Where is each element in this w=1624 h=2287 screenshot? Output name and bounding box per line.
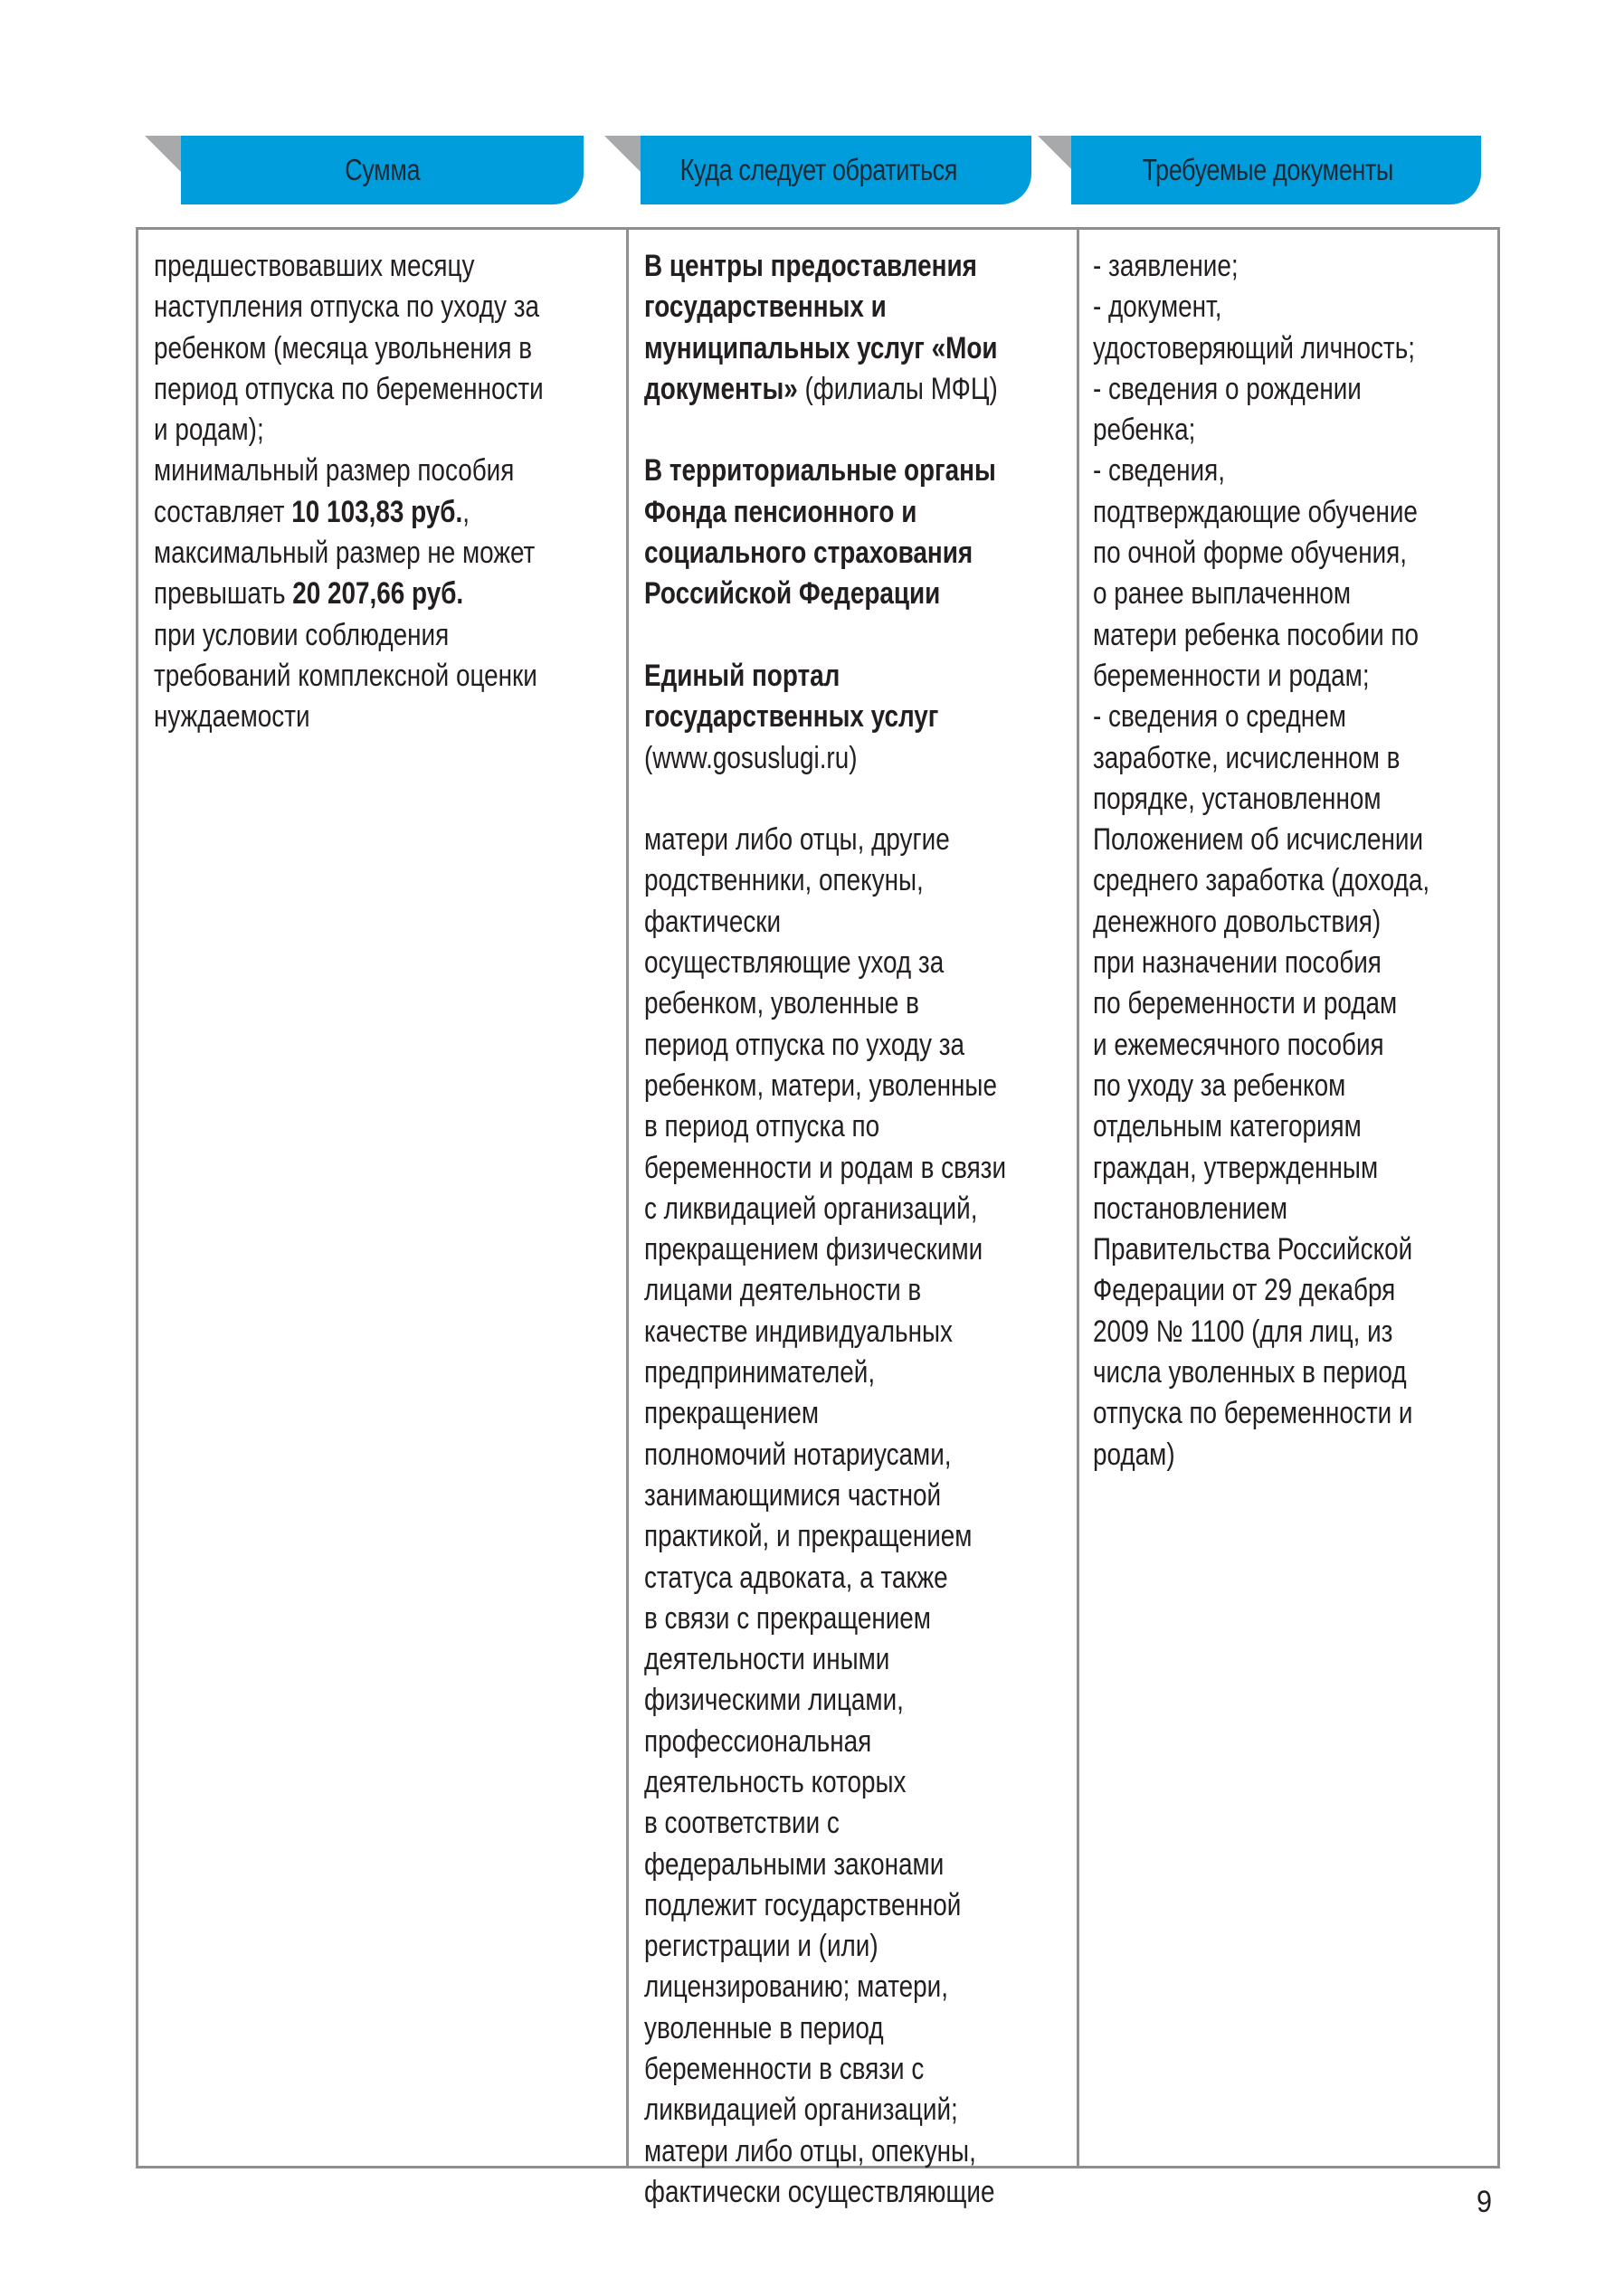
- sum-line: период отпуска по беременности: [154, 371, 544, 406]
- recipients-line: с ликвидацией организаций,: [644, 1191, 978, 1226]
- min-amount: 10 103,83 руб.: [291, 494, 463, 529]
- document-line: Правительства Российской: [1093, 1232, 1413, 1267]
- document-line: 2009 № 1100 (для лиц, из: [1093, 1314, 1393, 1349]
- header-label-where: Куда следует обратиться: [679, 153, 958, 186]
- recipients-line: матери либо отцы, другие: [644, 822, 950, 858]
- recipients-line: матери либо отцы, опекуны,: [644, 2133, 976, 2168]
- document-line: подтверждающие обучение: [1093, 494, 1418, 529]
- fund-line: В территориальные органы: [644, 453, 996, 489]
- document-line: родам): [1093, 1437, 1175, 1472]
- mfc-line: В центры предоставления: [644, 249, 977, 283]
- document-line: по беременности и родам: [1093, 986, 1398, 1021]
- recipients-line: физическими лицами,: [644, 1683, 904, 1718]
- document-line: - сведения о рождении: [1093, 371, 1362, 406]
- header-label-sum: Сумма: [344, 153, 420, 186]
- recipients-line: практикой, и прекращением: [644, 1519, 973, 1554]
- sum-cell: [154, 246, 544, 738]
- recipients-line: полномочий нотариусами,: [644, 1437, 952, 1472]
- recipients-line: ребенком, уволенные в: [644, 986, 919, 1021]
- document-line: денежного довольствия): [1093, 904, 1382, 939]
- header-label-documents: Требуемые документы: [1142, 153, 1393, 186]
- document-line: Федерации от 29 декабря: [1093, 1273, 1396, 1308]
- fund-line: Фонда пенсионного и: [644, 494, 917, 529]
- recipients-line: фактически: [644, 904, 782, 939]
- recipients-line: в соответствии с: [644, 1806, 840, 1841]
- benefits-table: [136, 227, 1500, 2209]
- max-amount: 20 207,66 руб.: [292, 576, 464, 612]
- min-suffix: ,: [462, 494, 470, 529]
- recipients-line: лицами деятельности в: [644, 1273, 922, 1308]
- document-line: постановлением: [1093, 1191, 1288, 1226]
- mfc-last-line: [644, 369, 1006, 410]
- document-line: удостоверяющий личность;: [1093, 330, 1415, 365]
- recipients-line: регистрации и (или): [644, 1929, 878, 1964]
- recipients-line: деятельности иными: [644, 1642, 890, 1677]
- document-line: среднего заработка (дохода,: [1093, 863, 1430, 898]
- document-line: и ежемесячного пособия: [1093, 1027, 1384, 1062]
- recipients-line: статуса адвоката, а также: [644, 1560, 948, 1595]
- where-cell: [644, 246, 1006, 2213]
- mfc-line: муниципальных услуг «Мои: [644, 330, 998, 365]
- document-line: заработке, исчисленном в: [1093, 740, 1401, 775]
- document-line: при назначении пособия: [1093, 945, 1382, 981]
- document-line: матери ребенка пособии по: [1093, 617, 1419, 652]
- document-line: отдельным категориям: [1093, 1109, 1362, 1144]
- recipients-line: лицензированию; матери,: [644, 1969, 948, 2005]
- tab-corner-triangle: [145, 136, 181, 172]
- documents-cell: [1093, 246, 1429, 1476]
- sum-line: минимальный размер пособия: [154, 453, 515, 489]
- recipients-line: беременности в связи с: [644, 2052, 925, 2087]
- recipients-line: прекращением: [644, 1396, 820, 1431]
- recipients-line: осуществляющие уход за: [644, 945, 945, 981]
- document-line: по очной форме обучения,: [1093, 536, 1408, 571]
- min-amount-line: [154, 492, 544, 533]
- sum-line: при условии соблюдения: [154, 617, 450, 652]
- recipients-line: уволенные в период: [644, 2010, 884, 2045]
- sum-line: требований комплексной оценки: [154, 658, 537, 693]
- recipients-line: фактически осуществляющие: [644, 2174, 995, 2209]
- recipients-line: деятельность которых: [644, 1764, 907, 1799]
- header-tab-sum: [181, 136, 584, 204]
- document-line: - заявление;: [1093, 249, 1239, 283]
- portal-url-link[interactable]: (www.gosuslugi.ru): [644, 740, 858, 775]
- mfc-branches: (филиалы МФЦ): [797, 371, 998, 406]
- document-line: граждан, утвержденным: [1093, 1150, 1379, 1185]
- max-prefix: превышать: [154, 576, 293, 612]
- document-line: - сведения о среднем: [1093, 699, 1346, 735]
- recipients-line: занимающимися частной: [644, 1477, 942, 1513]
- fund-line: социального страхования: [644, 536, 973, 571]
- recipients-line: федеральными законами: [644, 1846, 945, 1882]
- max-amount-line: [154, 574, 544, 614]
- sum-line: нуждаемости: [154, 699, 310, 735]
- sum-line: максимальный размер не может: [154, 536, 536, 571]
- document-line: беременности и родам;: [1093, 658, 1370, 693]
- mfc-line: государственных и: [644, 289, 887, 325]
- spacer: [644, 615, 1006, 656]
- sum-line: наступления отпуска по уходу за: [154, 289, 539, 325]
- page-number: 9: [1477, 2185, 1493, 2219]
- header-tab-documents: [1071, 136, 1481, 204]
- recipients-line: ребенком, матери, уволенные: [644, 1068, 997, 1103]
- recipients-line: качестве индивидуальных: [644, 1314, 953, 1349]
- document-line: отпуска по беременности и: [1093, 1396, 1413, 1431]
- tab-corner-triangle: [604, 136, 641, 172]
- document-line: числа уволенных в период: [1093, 1355, 1407, 1390]
- tab-corner-triangle: [1038, 136, 1071, 169]
- fund-line: Российской Федерации: [644, 576, 941, 612]
- document-line: ребенка;: [1093, 413, 1196, 448]
- sum-line: и родам);: [154, 413, 264, 448]
- recipients-line: в период отпуска по: [644, 1109, 880, 1144]
- recipients-line: ликвидацией организаций;: [644, 2092, 958, 2128]
- recipients-line: прекращением физическими: [644, 1232, 983, 1267]
- recipients-line: беременности и родам в связи: [644, 1150, 1007, 1185]
- portal-line: Единый портал: [644, 658, 840, 693]
- document-line: Положением об исчислении: [1093, 822, 1424, 858]
- recipients-line: в связи с прекращением: [644, 1600, 931, 1636]
- document-line: порядке, установленном: [1093, 781, 1382, 816]
- recipients-line: подлежит государственной: [644, 1887, 962, 1922]
- document-line: - документ,: [1093, 289, 1222, 325]
- recipients-line: предпринимателей,: [644, 1355, 876, 1390]
- document-line: - сведения,: [1093, 453, 1225, 489]
- recipients-line: профессиональная: [644, 1723, 872, 1759]
- spacer: [644, 779, 1006, 820]
- sum-column: [138, 230, 626, 2166]
- min-prefix: составляет: [154, 494, 292, 529]
- recipients-line: период отпуска по уходу за: [644, 1027, 965, 1062]
- spacer: [644, 410, 1006, 451]
- document-line: по уходу за ребенком: [1093, 1068, 1346, 1103]
- where-column: [626, 230, 1077, 2209]
- document-line: о ранее выплаченном: [1093, 576, 1352, 612]
- sum-line: предшествовавших месяцу: [154, 249, 475, 283]
- sum-line: ребенком (месяца увольнения в: [154, 330, 533, 365]
- recipients-line: родственники, опекуны,: [644, 863, 924, 898]
- portal-line: государственных услуг: [644, 699, 939, 735]
- mfc-last-bold: документы»: [644, 371, 798, 406]
- header-tab-where: [641, 136, 1031, 204]
- documents-column: [1077, 230, 1500, 2166]
